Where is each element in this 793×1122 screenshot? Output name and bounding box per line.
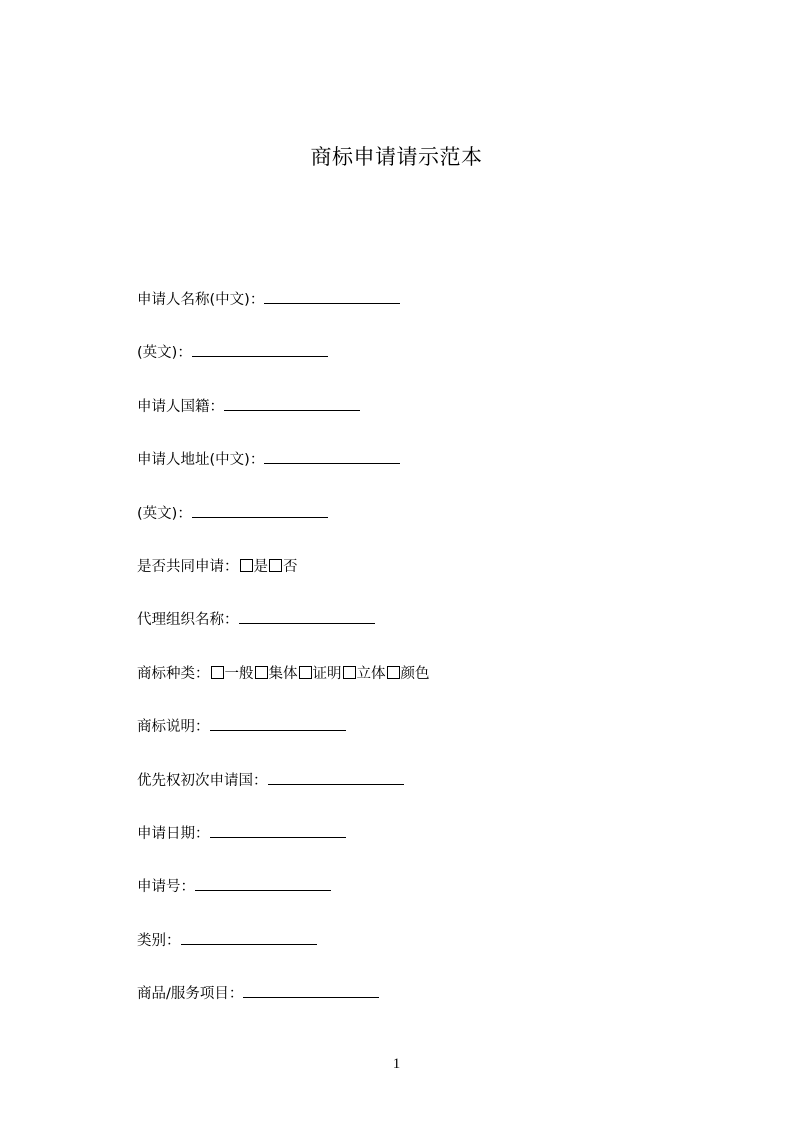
checkbox-icon[interactable] [299,666,312,679]
fill-in-blank[interactable] [192,342,328,357]
field-application-number [137,876,430,929]
field-label: 代理组织名称： [137,612,239,629]
checkbox-icon[interactable] [255,666,268,679]
option-label: 否 [283,558,298,575]
option-no[interactable] [268,556,298,578]
field-label: 类别： [137,932,181,949]
field-applicant-name-en [137,342,430,395]
field-label: 商品/服务项目： [137,986,244,1003]
field-trademark-description [137,716,430,769]
field-label: 申请号： [137,879,195,896]
field-label: 优先权初次申请国： [137,772,268,789]
option-label: 集体 [268,665,298,682]
option-label: 是 [253,558,268,575]
option-three-dimensional[interactable] [342,663,386,685]
checkbox-icon[interactable] [269,559,282,572]
document-title: 商标申请请示范本 [310,145,483,169]
field-joint-application [137,556,430,609]
option-label: 颜色 [400,665,430,682]
field-label: 商标说明： [137,719,210,736]
option-label: 立体 [356,665,386,682]
form-field-list [137,289,430,1036]
option-collective[interactable] [254,663,298,685]
field-class [137,930,430,983]
fill-in-blank[interactable] [268,770,404,785]
field-label: (英文)： [137,505,192,522]
field-goods-services [137,983,430,1036]
field-label: (英文)： [137,345,192,362]
field-trademark-type [137,663,430,716]
option-label: 证明 [312,665,342,682]
field-label: 申请人名称(中文)： [137,292,265,308]
checkbox-icon[interactable] [240,559,253,572]
option-certification[interactable] [298,663,342,685]
field-label: 商标种类： [137,665,210,682]
field-application-date [137,823,430,876]
fill-in-blank[interactable] [264,449,400,464]
field-label: 是否共同申请： [137,558,239,575]
field-applicant-nationality [137,396,430,449]
fill-in-blank[interactable] [264,289,400,304]
checkbox-icon[interactable] [343,666,356,679]
option-yes[interactable] [239,556,269,578]
field-applicant-name-cn [137,289,430,342]
fill-in-blank[interactable] [210,823,346,838]
field-label: 申请日期： [137,825,210,842]
option-label: 一般 [224,665,254,682]
option-color[interactable] [386,663,430,685]
field-label: 申请人地址(中文)： [137,452,265,469]
fill-in-blank[interactable] [224,396,360,411]
fill-in-blank[interactable] [195,876,331,891]
field-applicant-address-en [137,503,430,556]
fill-in-blank[interactable] [239,609,375,624]
option-general[interactable] [210,663,254,685]
field-priority-country [137,770,430,823]
fill-in-blank[interactable] [181,930,317,945]
fill-in-blank[interactable] [210,716,346,731]
checkbox-icon[interactable] [387,666,400,679]
field-agency-name [137,609,430,662]
fill-in-blank[interactable] [192,503,328,518]
field-applicant-address-cn [137,449,430,502]
page-number: 1 [392,1056,401,1072]
checkbox-icon[interactable] [211,666,224,679]
fill-in-blank[interactable] [243,983,379,998]
field-label: 申请人国籍： [137,398,224,415]
